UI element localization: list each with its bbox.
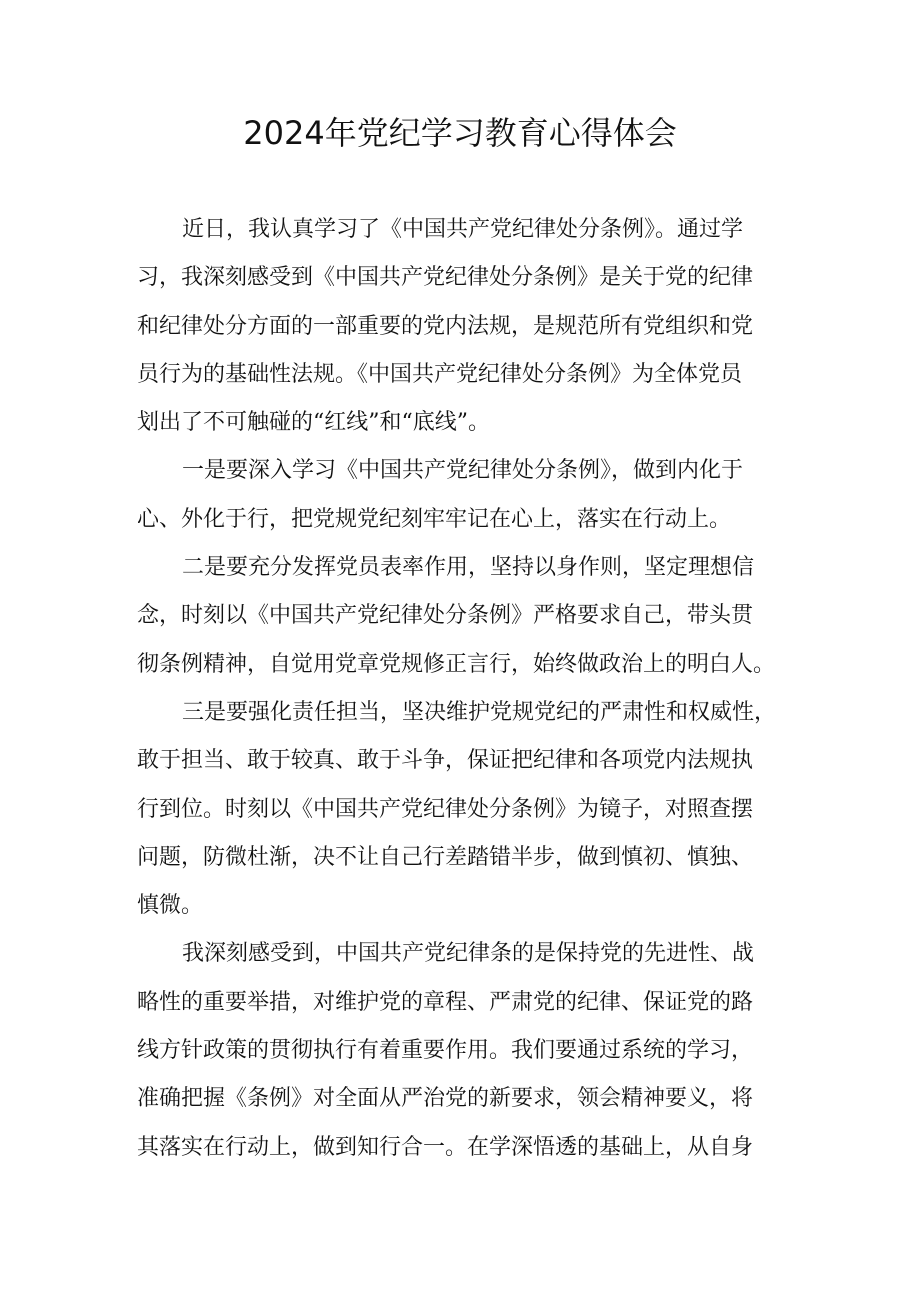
text-line: 行到位。时刻以《中国共产党纪律处分条例》为镜子，对照查摆: [137, 796, 754, 822]
text-line: 近日，我认真学习了《中国共产党纪律处分条例》。通过学: [182, 217, 744, 242]
text-line: 员行为的基础性法规。《中国共产党纪律处分条例》为全体党员: [137, 361, 743, 387]
text-line: 和纪律处分方面的一部重要的党内法规，是规范所有党组织和党: [137, 313, 754, 339]
text-line: 敢于担当、敢于较真、敢于斗争，保证把纪律和各项党内法规执: [137, 748, 754, 774]
text-line: 念，时刻以《中国共产党纪律处分条例》严格要求自己，带头贯: [137, 603, 754, 629]
text-line: 问题，防微杜渐，决不让自己行差踏错半步，做到慎初、慎独、: [137, 844, 754, 870]
document-title: 2024年党纪学习教育心得体会: [243, 114, 677, 152]
text-line: 二是要充分发挥党员表率作用，坚持以身作则，坚定理想信: [182, 555, 755, 581]
text-line: 彻条例精神，自觉用党章党规修正言行，始终做政治上的明白人。: [137, 651, 776, 677]
text-line: 三是要强化责任担当，坚决维护党规党纪的严肃性和权威性，: [182, 699, 777, 725]
text-line: 线方针政策的贯彻执行有着重要作用。我们要通过系统的学习，: [137, 1038, 754, 1064]
text-line: 准确把握《条例》对全面从严治党的新要求，领会精神要义，将: [137, 1086, 754, 1112]
text-line: 划出了不可触碰的“红线”和“底线”。: [137, 410, 490, 436]
text-line: 一是要深入学习《中国共产党纪律处分条例》，做到内化于: [182, 458, 744, 484]
text-line: 略性的重要举措，对维护党的章程、严肃党的纪律、保证党的路: [137, 989, 754, 1015]
text-line: 习，我深刻感受到《中国共产党纪律处分条例》是关于党的纪律: [137, 265, 754, 291]
text-line: 心、外化于行，把党规党纪刻牢牢记在心上，落实在行动上。: [137, 506, 732, 532]
text-line: 我深刻感受到，中国共产党纪律条的是保持党的先进性、战: [182, 941, 755, 967]
text-line: 其落实在行动上，做到知行合一。在学深悟透的基础上，从自身: [137, 1134, 754, 1160]
document-body: [137, 206, 817, 1172]
text-line: 慎微。: [137, 893, 204, 919]
